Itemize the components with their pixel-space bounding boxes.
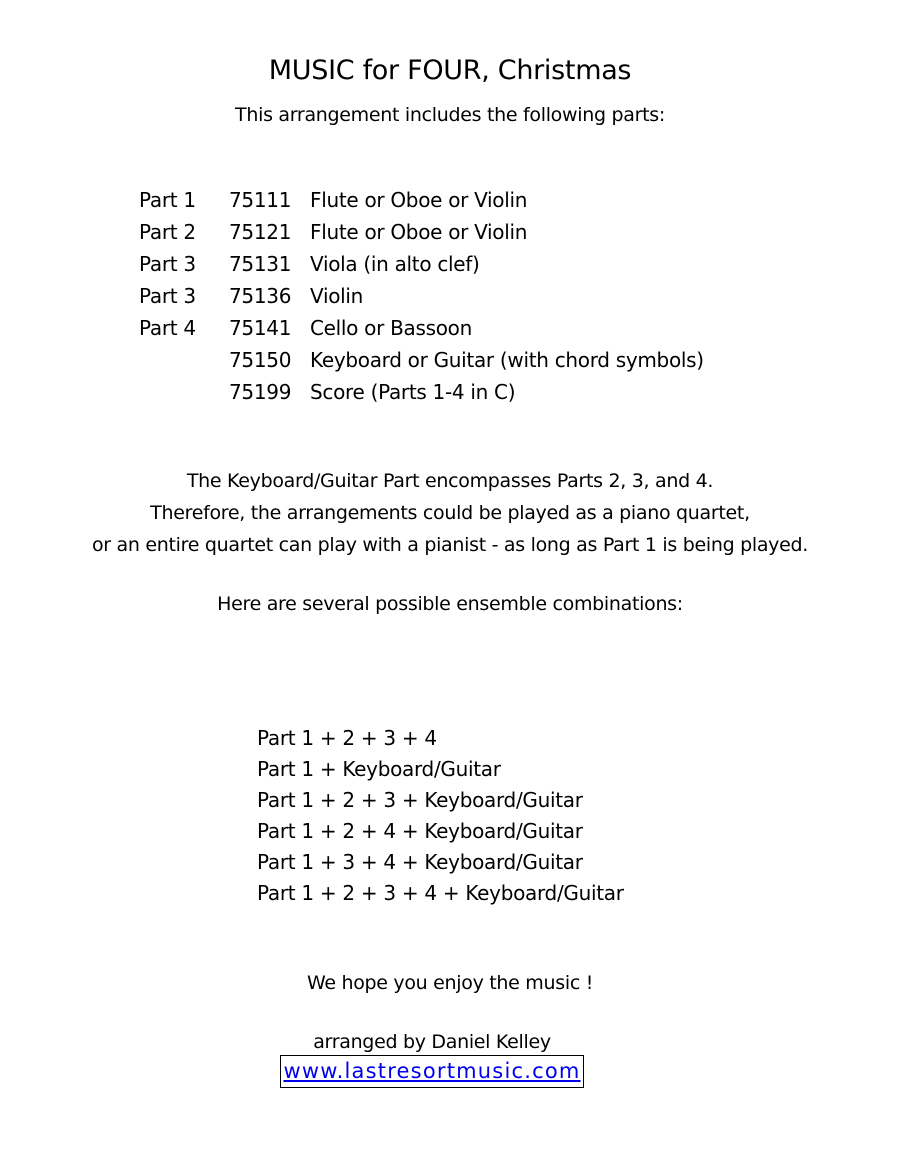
combination-item: Part 1 + Keyboard/Guitar	[257, 757, 501, 781]
combinations-list	[257, 726, 624, 912]
combination-item: Part 1 + 2 + 3 + Keyboard/Guitar	[257, 788, 583, 812]
part-instrument: Viola (in alto clef)	[310, 252, 480, 276]
combination-item: Part 1 + 2 + 4 + Keyboard/Guitar	[257, 819, 583, 843]
part-label: Part 4	[139, 316, 196, 340]
part-catalog-number: 75131	[229, 252, 292, 276]
part-catalog-number: 75111	[229, 188, 292, 212]
part-catalog-number: 75199	[229, 380, 292, 404]
part-instrument: Score (Parts 1-4 in C)	[310, 380, 516, 404]
part-instrument: Violin	[310, 284, 364, 308]
part-catalog-number: 75121	[229, 220, 292, 244]
part-instrument: Flute or Oboe or Violin	[310, 220, 528, 244]
credit-text: arranged by Daniel Kelley	[313, 1031, 551, 1053]
part-instrument: Flute or Oboe or Violin	[310, 188, 528, 212]
combination-item: Part 1 + 3 + 4 + Keyboard/Guitar	[257, 850, 583, 874]
part-catalog-number: 75136	[229, 284, 292, 308]
part-catalog-number: 75150	[229, 348, 292, 372]
paragraph-line: The Keyboard/Guitar Part encompasses Parts 2, 3, and 4.	[186, 470, 714, 492]
combination-item: Part 1 + 2 + 3 + 4	[257, 726, 437, 750]
page-title: MUSIC for FOUR, Christmas	[268, 55, 632, 86]
part-label: Part 3	[139, 252, 196, 276]
part-label: Part 2	[139, 220, 196, 244]
combination-item: Part 1 + 2 + 3 + 4 + Keyboard/Guitar	[257, 881, 624, 905]
part-instrument: Keyboard or Guitar (with chord symbols)	[310, 348, 704, 372]
website-link[interactable]: www.lastresortmusic.com	[283, 1059, 581, 1083]
part-label: Part 1	[139, 188, 196, 212]
closing-text: We hope you enjoy the music !	[306, 972, 594, 994]
part-catalog-number: 75141	[229, 316, 292, 340]
paragraph-line: or an entire quartet can play with a pianist - as long as Part 1 is being played.	[91, 534, 808, 556]
paragraph-line: Therefore, the arrangements could be played as a piano quartet,	[150, 502, 750, 524]
part-label: Part 3	[139, 284, 196, 308]
page-subtitle: This arrangement includes the following parts:	[235, 104, 665, 126]
part-instrument: Cello or Bassoon	[310, 316, 472, 340]
combinations-intro: Here are several possible ensemble combinations:	[217, 593, 683, 615]
